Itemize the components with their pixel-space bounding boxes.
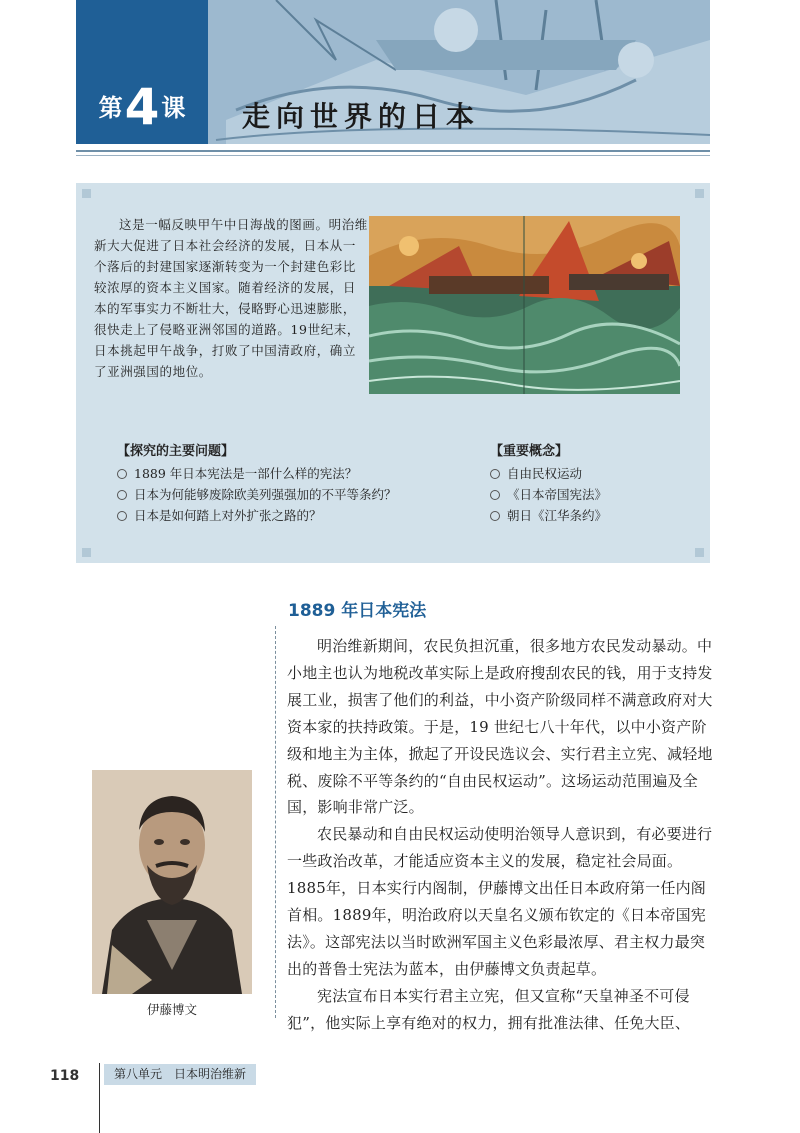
circle-bullet-icon	[117, 511, 127, 521]
circle-bullet-icon	[490, 511, 500, 521]
lesson-number-badge	[76, 0, 208, 144]
corner-mark	[695, 548, 704, 557]
header-divider-thin	[76, 155, 710, 156]
unit-number: 第八单元	[114, 1067, 163, 1081]
body-paragraph: 明治维新期间，农民负担沉重，很多地方农民发动暴动。中小地主也认为地税改革实际上是政府搜刮农民的钱，用于支持发展工业，损害了他们的利益，中小资产阶级同样不满意政府对大资本家的扶持政策。于是，19 世纪七八十年代，以中小资产阶级和地主为主体，掀起了开设民选议会、实行君主立宪、减轻地税、废除不平等条约的“自由民权运动”。这场运动范围遍及全国，影响非常广泛。	[287, 637, 713, 817]
question-item: 日本是如何踏上对外扩张之路的？	[117, 505, 397, 526]
unit-title: 日本明治维新	[174, 1067, 247, 1081]
section-body	[287, 633, 715, 1037]
lesson-suffix: 课	[161, 94, 186, 122]
unit-label	[104, 1064, 256, 1085]
key-questions	[117, 440, 397, 526]
question-item: 1889 年日本宪法是一部什么样的宪法？	[117, 463, 397, 484]
key-concepts	[490, 440, 607, 526]
page-number: 118	[50, 1068, 80, 1084]
concepts-heading: 【重要概念】	[490, 444, 569, 459]
questions-heading: 【探究的主要问题】	[117, 444, 235, 459]
margin-dashed-divider	[275, 626, 276, 1018]
sino-japanese-war-painting	[369, 216, 680, 394]
header-divider	[76, 150, 710, 152]
body-paragraph: 宪法宣布日本实行君主立宪，但又宣称“天皇神圣不可侵犯”，他实际上享有绝对的权力，拥有批准法律、任免大臣、	[287, 986, 691, 1032]
question-item: 日本为何能够废除欧美列强强加的不平等条约？	[117, 484, 397, 505]
circle-bullet-icon	[490, 490, 500, 500]
ito-hirobumi-portrait	[92, 770, 252, 994]
corner-mark	[82, 548, 91, 557]
lesson-number: 4	[124, 78, 160, 136]
footer-divider	[99, 1063, 100, 1133]
corner-mark	[82, 189, 91, 198]
circle-bullet-icon	[490, 469, 500, 479]
circle-bullet-icon	[117, 490, 127, 500]
lesson-prefix: 第	[98, 94, 123, 122]
corner-mark	[695, 189, 704, 198]
portrait-caption: 伊藤博文	[146, 1002, 197, 1017]
concept-item: 朝日《江华条约》	[490, 505, 607, 526]
concept-item: 自由民权运动	[490, 463, 607, 484]
circle-bullet-icon	[117, 469, 127, 479]
body-paragraph: 农民暴动和自由民权运动使明治领导人意识到，有必要进行一些政治改革，才能适应资本主义的发展，稳定社会局面。1885年，日本实行内阁制，伊藤博文出任日本政府第一任内阁首相。1889年，明治政府以天皇名义颁布钦定的《日本帝国宪法》。这部宪法以当时欧洲军国主义色彩最浓厚、君主权力最突出的普鲁士宪法为蓝本，由伊藤博文负责起草。	[287, 825, 713, 978]
portrait-image	[92, 770, 252, 994]
lesson-title: 走向世界的日本	[242, 100, 481, 133]
intro-paragraph: 这是一幅反映甲午中日海战的图画。明治维新大大促进了日本社会经济的发展，日本从一个落后的封建国家逐渐转变为一个封建色彩比较浓厚的资本主义国家。随着经济的发展，日本的军事实力不断壮大，侵略野心迅速膨胀，很快走上了侵略亚洲邻国的道路。19世纪末，日本挑起甲午战争，打败了中国清政府，确立了亚洲强国的地位。	[94, 217, 368, 379]
battle-painting-image	[369, 216, 680, 394]
concept-item: 《日本帝国宪法》	[490, 484, 607, 505]
section-title: 1889 年日本宪法	[288, 601, 427, 621]
